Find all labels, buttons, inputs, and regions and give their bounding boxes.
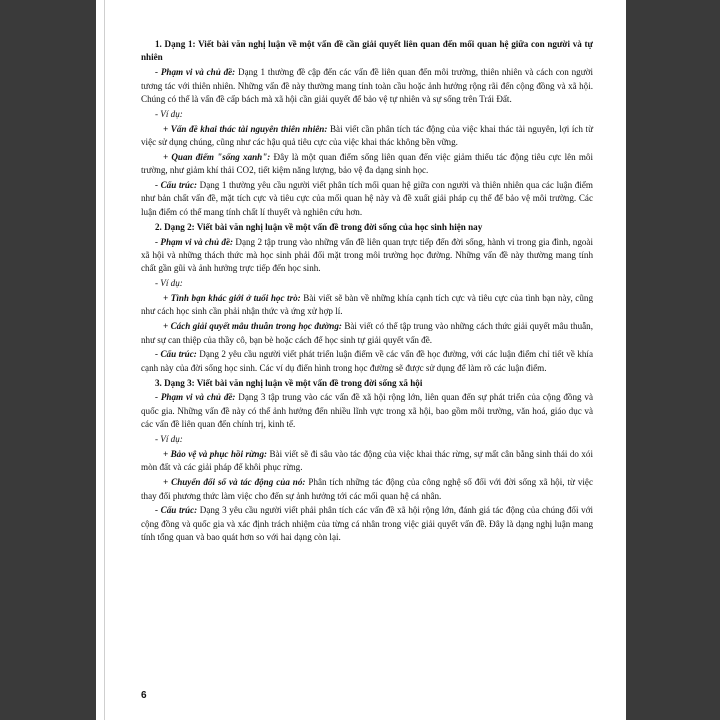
paragraph: [141, 277, 593, 290]
paragraph: [141, 433, 593, 446]
paragraph-lead: - Cấu trúc:: [155, 180, 198, 191]
example-text: Bài viết sẽ đi sâu vào tác động của việc khai thác rừng, sự mất cân bằng sinh thái do xói mòn đất và các giải pháp để khôi phục rừng.: [141, 448, 594, 473]
paragraph-text: Dạng 2 tập trung vào những vấn đề liên quan trực tiếp đến đời sống, hành vi trong gia đình, ngoài xã hội và những thách thức mà học sinh phải đối mặt trong môi trường học đường. Những vấn đề này thường mang tính chất gần gũi và ảnh hưởng trực tiếp đến học sinh.: [141, 236, 593, 274]
paragraph: [141, 236, 593, 276]
paragraph-text: Dạng 3 tập trung vào các vấn đề xã hội rộng lớn, liên quan đến sự phát triển của cộng đồng và quốc gia. Những vấn đề này có thể ảnh hưởng đến nhiều lĩnh vực trong xã hội, bao gồm môi trường, văn hoá, giáo dục và các vấn đề liên quan đến chính trị, kinh tế.: [141, 392, 593, 430]
paragraph: [141, 108, 593, 121]
paragraph-lead: - Ví dụ:: [155, 434, 183, 445]
section-heading: 3. Dạng 3: Viết bài văn nghị luận về một vấn đề trong đời sống xã hội: [155, 377, 423, 388]
page-margin-line: [104, 0, 105, 720]
example-text: Bài viết có thể tập trung vào những cách thức giải quyết mâu thuẫn, như sự can thiệp của thầy cô, bạn bè hoặc cách để học sinh tự giải quyết vấn đề.: [141, 321, 593, 345]
paragraph-lead: - Ví dụ:: [155, 278, 183, 289]
example-lead: + Chuyển đổi số và tác động của nó:: [163, 477, 306, 488]
paragraph: [141, 391, 593, 431]
page-number: 6: [141, 690, 147, 701]
paragraph: [141, 348, 593, 375]
page-content: [141, 38, 593, 546]
paragraph-text: Dạng 3 yêu cầu người viết phải phân tích các vấn đề xã hội rộng lớn, đánh giá tác động của chúng đối với cộng đồng và quốc gia và xác định trách nhiệm của từng cá nhân trong việc giải quyết vấn đề. Đây là dạng nghị luận mang tính tổng quan và bao quát hơn so với hai dạng còn lại.: [141, 505, 593, 543]
paragraph: [141, 66, 593, 106]
paragraph: [141, 179, 593, 219]
example-item: [141, 448, 593, 475]
paragraph-lead: - Ví dụ:: [155, 108, 183, 119]
paragraph-lead: - Cấu trúc:: [155, 505, 198, 516]
example-text: Đây là một quan điểm sống liên quan đến việc giảm thiểu tác động tiêu cực lên môi trường, như giảm khí thải CO2, tiết kiệm năng lượng, bảo vệ đa dạng sinh học.: [141, 151, 593, 176]
section-heading: 1. Dạng 1: Viết bài văn nghị luận về một vấn đề cần giải quyết liên quan đến mối quan hệ giữa con người và tự nhiên: [141, 39, 593, 63]
paragraph-lead: - Phạm vi và chủ đề:: [155, 67, 236, 78]
paragraph-text: Dạng 1 thường đề cập đến các vấn đề liên quan đến môi trường, thiên nhiên và cách con người tương tác với thiên nhiên. Những vấn đề này thường mang tính toàn cầu hoặc ảnh hưởng rộng rãi đến cộng đồng và xã hội. Chúng có thể là vấn đề cấp bách mà xã hội cần giải quyết để bảo vệ tự nhiên và sự sống trên Trái Đất.: [141, 67, 593, 104]
paragraph: [141, 504, 593, 544]
example-lead: + Vấn đề khai thác tài nguyên thiên nhiên:: [163, 123, 328, 134]
example-item: [141, 476, 593, 503]
example-item: [141, 151, 593, 178]
example-text: Phân tích những tác động của công nghệ số đối với đời sống xã hội, từ việc thay đổi phương thức làm việc cho đến sự ảnh hưởng tới các mối quan hệ cá nhân.: [141, 477, 593, 501]
paragraph-lead: - Phạm vi và chủ đề:: [155, 236, 234, 247]
paragraph-text: Dạng 2 yêu cầu người viết phát triển luận điểm về các vấn đề học đường, với các luận điểm chỉ tiết về khía cạnh này của đời sống học sinh. Các ví dụ điển hình trong học đường sẽ được sử dụng để làm rõ các luận điểm.: [141, 349, 593, 373]
paragraph-lead: - Phạm vi và chủ đề:: [155, 392, 236, 403]
example-item: [141, 292, 593, 319]
paragraph-lead: - Cấu trúc:: [155, 349, 197, 360]
section-heading: 2. Dạng 2: Viết bài văn nghị luận về một vấn đề trong đời sống của học sinh hiện nay: [155, 221, 483, 232]
example-item: [141, 320, 593, 347]
example-lead: + Cách giải quyết mâu thuẫn trong học đường:: [163, 321, 342, 332]
paragraph-text: Dạng 1 thường yêu cầu người viết phân tích mối quan hệ giữa con người và thiên nhiên qua các luận điểm như bản chất vấn đề, mặt tích cực và tiêu cực của mối quan hệ này và đề xuất giải pháp cụ thể để bảo vệ môi trường. Các luận điểm có thể mang tính chất lí thuyết và nghiên cứu hơn.: [141, 180, 593, 217]
example-text: Bài viết sẽ bàn về những khía cạnh tích cực và tiêu cực của tình bạn này, cũng như cách học sinh cần phải nhận thức và ứng xử hợp lí.: [141, 292, 593, 317]
document-page: [96, 0, 626, 720]
example-lead: + Tình bạn khác giới ở tuổi học trò:: [163, 292, 301, 303]
example-lead: + Quan điểm "sống xanh":: [163, 151, 271, 162]
example-text: Bài viết cần phân tích tác động của việc khai thác tài nguyên, lợi ích từ việc sử dụng chúng, cũng như các hậu quả tiêu cực của việc khai thác không bền vững.: [141, 123, 593, 148]
example-item: [141, 123, 593, 150]
example-lead: + Bảo vệ và phục hồi rừng:: [163, 448, 268, 459]
